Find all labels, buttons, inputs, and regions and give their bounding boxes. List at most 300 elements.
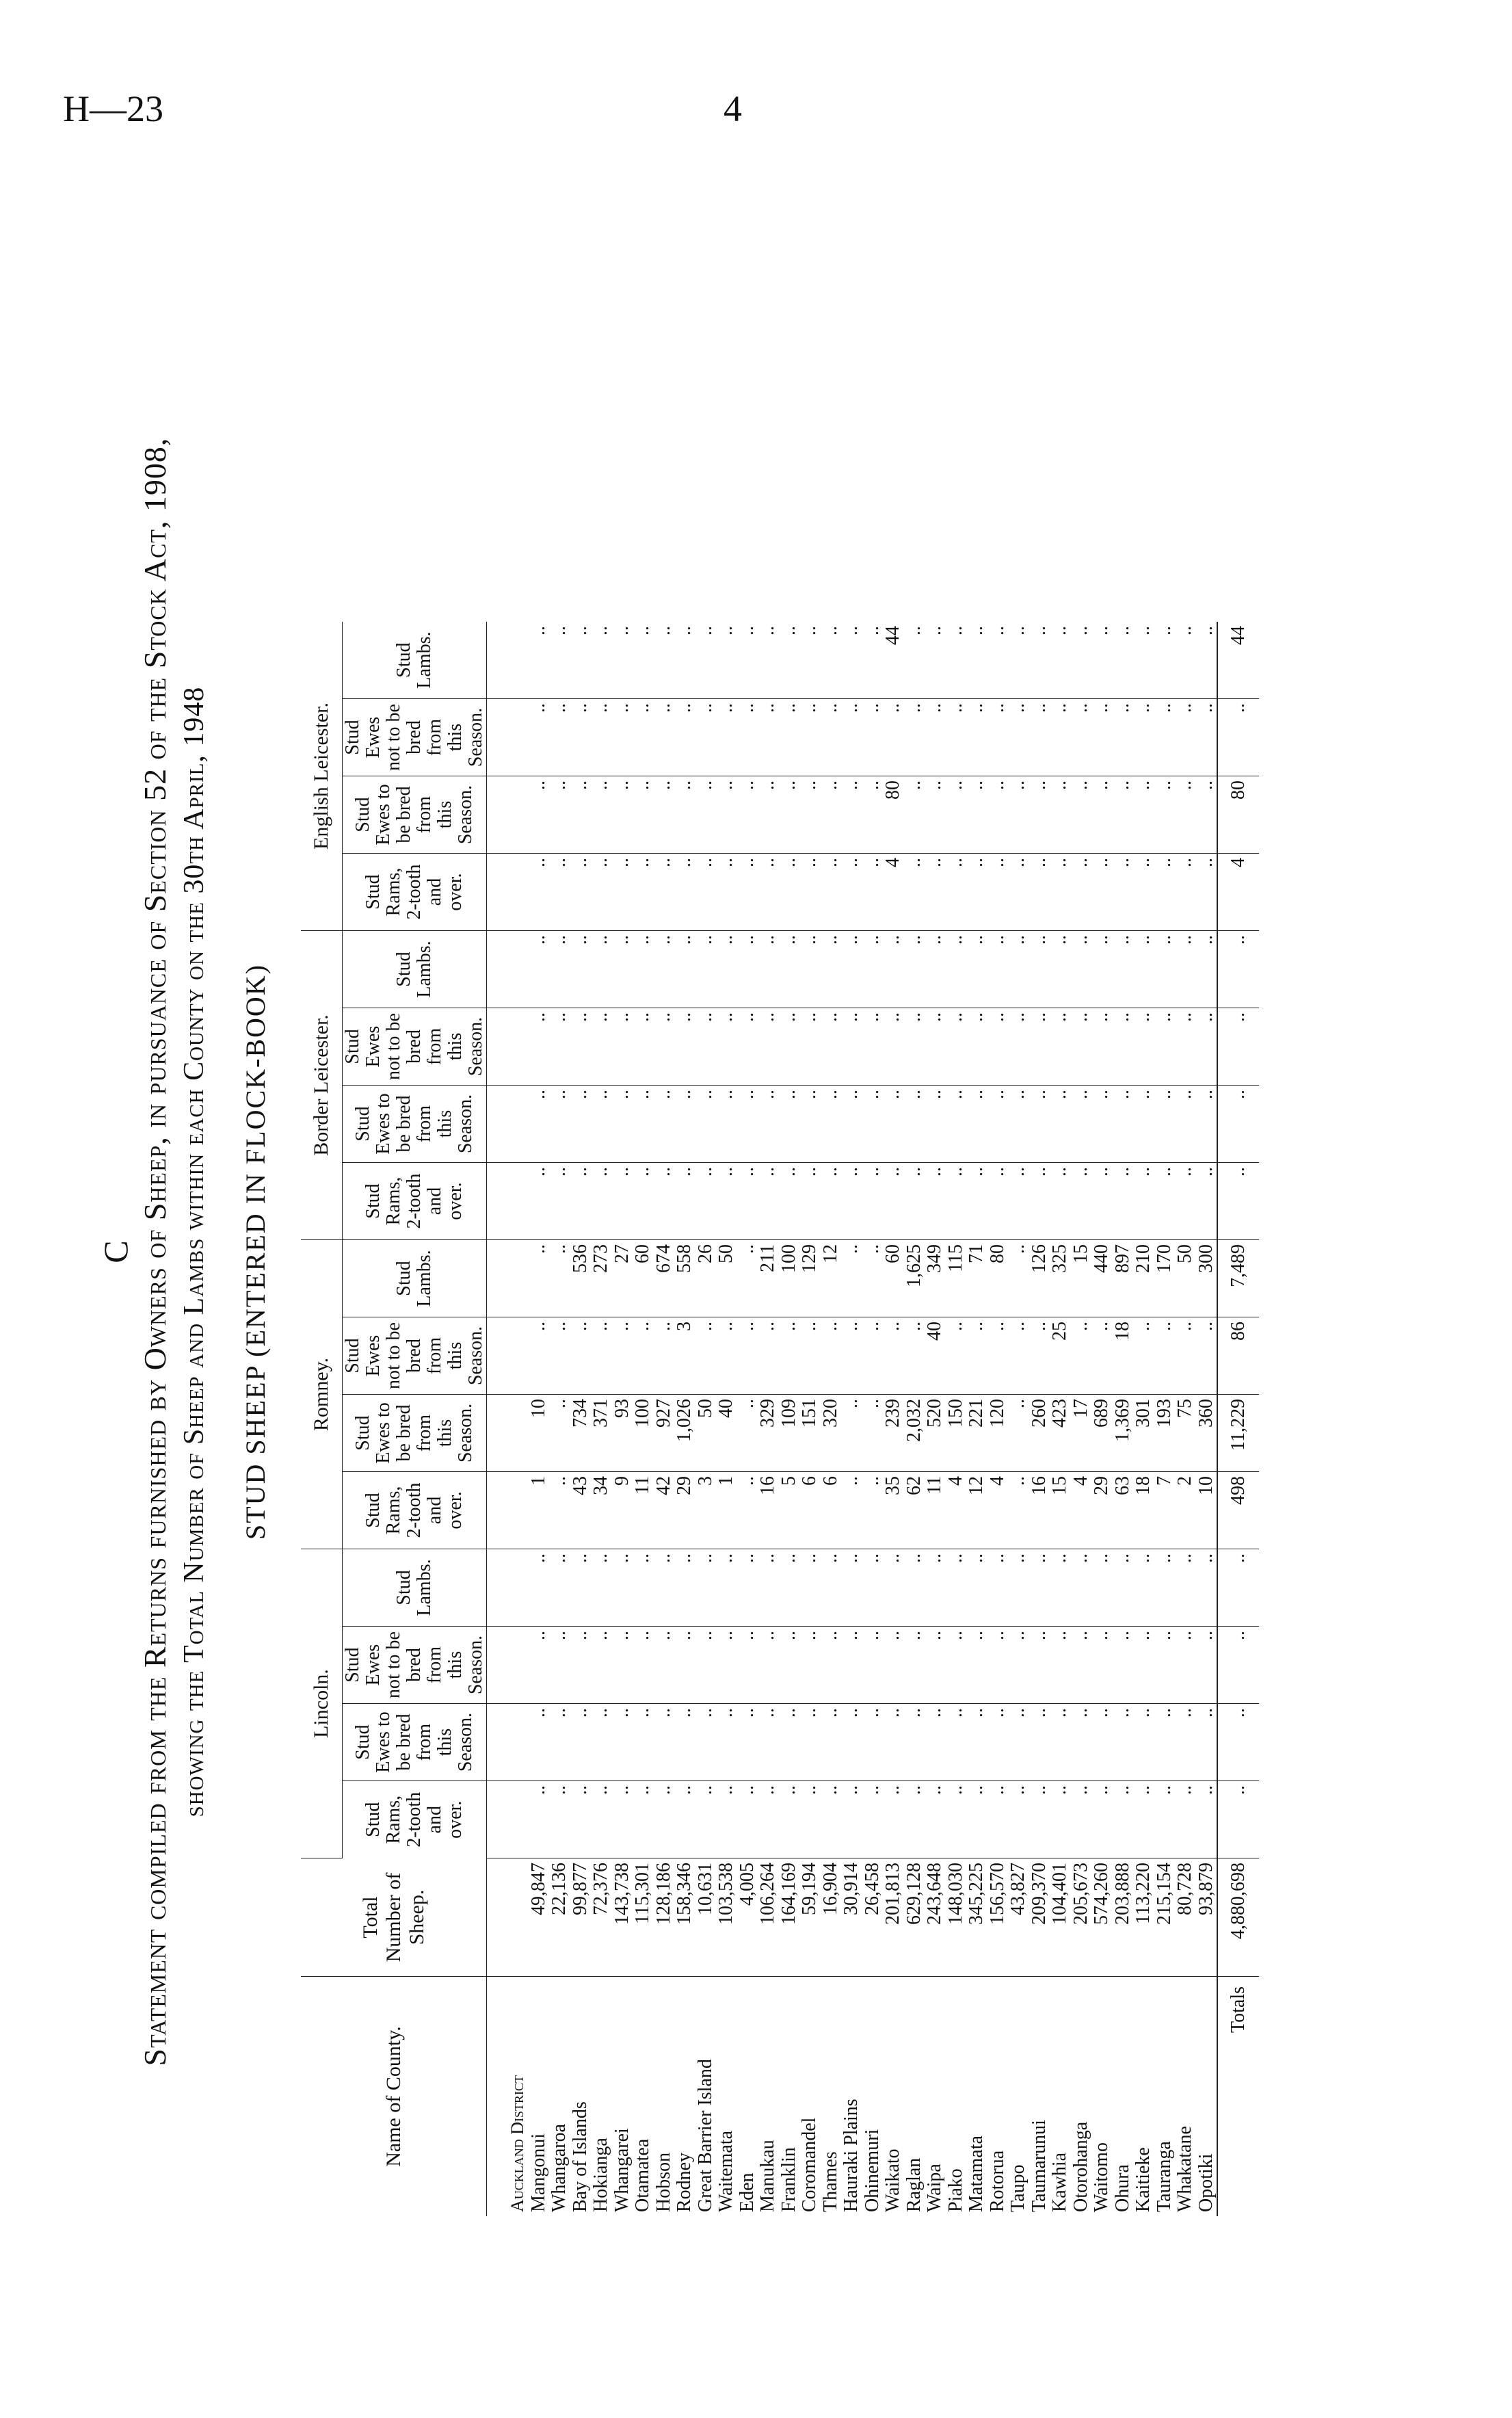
subcol-header: Stud Ewes to be bred from this Season. bbox=[343, 1704, 487, 1781]
value-cell: .. bbox=[904, 1781, 925, 1858]
value-cell: .. bbox=[779, 1163, 800, 1240]
table-row bbox=[1154, 622, 1176, 2216]
value-cell: .. bbox=[1071, 699, 1092, 776]
value-cell: .. bbox=[862, 854, 884, 931]
value-cell: .. bbox=[1196, 1549, 1218, 1627]
subcol-header: Stud Ewes to be bred from this Season. bbox=[343, 1395, 487, 1472]
value-cell: .. bbox=[758, 622, 779, 699]
empty-cell bbox=[487, 931, 529, 1008]
value-cell: .. bbox=[779, 854, 800, 931]
empty-cell bbox=[487, 1086, 529, 1163]
value-cell: 27 bbox=[612, 1240, 633, 1317]
subcol-header: Stud Rams, 2-tooth and over. bbox=[343, 1472, 487, 1549]
page-number: 4 bbox=[724, 88, 742, 129]
value-cell: .. bbox=[549, 1008, 570, 1086]
value-cell: .. bbox=[1154, 1163, 1176, 1240]
value-cell: .. bbox=[570, 622, 592, 699]
value-cell: .. bbox=[612, 931, 633, 1008]
value-cell: 80 bbox=[987, 1240, 1009, 1317]
county-total: 72,376 bbox=[591, 1858, 612, 1977]
value-cell: 221 bbox=[966, 1395, 987, 1472]
value-cell: .. bbox=[841, 1472, 862, 1549]
county-total: 49,847 bbox=[529, 1858, 550, 1977]
value-cell: .. bbox=[737, 1163, 758, 1240]
value-cell: .. bbox=[1175, 854, 1196, 931]
county-name: Waipa bbox=[924, 2164, 945, 2212]
value-cell: 10 bbox=[1196, 1472, 1218, 1549]
county-name: Rodney bbox=[674, 2152, 695, 2212]
value-cell: .. bbox=[570, 854, 592, 931]
county-name: Taupo bbox=[1007, 2164, 1029, 2212]
value-cell: .. bbox=[591, 1704, 612, 1781]
subcol-header: Stud Lambs. bbox=[343, 1240, 487, 1317]
value-cell: 93 bbox=[612, 1395, 633, 1472]
value-cell: .. bbox=[716, 1781, 737, 1858]
county-name: Waikato bbox=[882, 2148, 903, 2212]
value-cell: 301 bbox=[1133, 1395, 1154, 1472]
empty-cell bbox=[487, 776, 529, 854]
value-cell: .. bbox=[737, 1627, 758, 1704]
value-cell: .. bbox=[1196, 622, 1218, 699]
subcol-header: Stud Ewes not to be bred from this Season. bbox=[343, 1317, 487, 1395]
county-total: 345,225 bbox=[966, 1858, 987, 1977]
value-cell: .. bbox=[799, 622, 821, 699]
value-cell: .. bbox=[591, 1781, 612, 1858]
value-cell: 25 bbox=[1050, 1317, 1071, 1395]
value-cell: .. bbox=[799, 854, 821, 931]
table-row bbox=[1071, 622, 1092, 2216]
value-cell: .. bbox=[549, 1549, 570, 1627]
empty-cell bbox=[487, 1858, 529, 1977]
value-cell: .. bbox=[799, 1781, 821, 1858]
county-name: Otamatea bbox=[632, 2138, 653, 2212]
value-cell: 260 bbox=[1029, 1395, 1050, 1472]
value-cell: .. bbox=[841, 699, 862, 776]
value-cell: .. bbox=[841, 622, 862, 699]
value-cell: .. bbox=[862, 1317, 884, 1395]
value-cell: .. bbox=[549, 1395, 570, 1472]
value-cell: .. bbox=[1175, 1163, 1196, 1240]
county-total: 209,370 bbox=[1029, 1858, 1050, 1977]
value-cell: .. bbox=[591, 1008, 612, 1086]
value-cell: .. bbox=[758, 1549, 779, 1627]
value-cell: .. bbox=[695, 1008, 717, 1086]
value-cell: .. bbox=[1008, 1163, 1029, 1240]
value-cell: .. bbox=[1175, 1781, 1196, 1858]
county-name: Ohinemuri bbox=[861, 2129, 883, 2212]
value-cell: .. bbox=[1091, 776, 1113, 854]
value-cell: 320 bbox=[821, 1395, 842, 1472]
value-cell: .. bbox=[674, 854, 695, 931]
totals-cell: .. bbox=[1217, 1704, 1259, 1781]
value-cell: .. bbox=[841, 1086, 862, 1163]
value-cell: 120 bbox=[987, 1395, 1009, 1472]
value-cell: 129 bbox=[799, 1240, 821, 1317]
county-total: 59,194 bbox=[799, 1858, 821, 1977]
value-cell: .. bbox=[737, 776, 758, 854]
county-total: 158,346 bbox=[674, 1858, 695, 1977]
value-cell: .. bbox=[570, 1781, 592, 1858]
value-cell: 360 bbox=[1196, 1395, 1218, 1472]
value-cell: .. bbox=[1091, 931, 1113, 1008]
value-cell: .. bbox=[529, 622, 550, 699]
value-cell: .. bbox=[821, 1008, 842, 1086]
value-cell: 35 bbox=[883, 1472, 904, 1549]
value-cell: .. bbox=[654, 1008, 675, 1086]
value-cell: .. bbox=[883, 1163, 904, 1240]
value-cell: 126 bbox=[1029, 1240, 1050, 1317]
value-cell: .. bbox=[779, 1781, 800, 1858]
subcol-header: Stud Rams, 2-tooth and over. bbox=[343, 1781, 487, 1858]
county-total: 30,914 bbox=[841, 1858, 862, 1977]
value-cell: 4 bbox=[946, 1472, 967, 1549]
value-cell: .. bbox=[1071, 931, 1092, 1008]
value-cell: .. bbox=[1029, 1086, 1050, 1163]
value-cell: .. bbox=[987, 1704, 1009, 1781]
table-row bbox=[1050, 622, 1071, 2216]
county-total: 80,728 bbox=[1175, 1858, 1196, 1977]
county-name: Waitemata bbox=[715, 2130, 737, 2212]
value-cell: .. bbox=[1133, 699, 1154, 776]
value-cell: .. bbox=[1029, 1317, 1050, 1395]
value-cell: 11 bbox=[925, 1472, 946, 1549]
value-cell: .. bbox=[1050, 1086, 1071, 1163]
value-cell: .. bbox=[695, 1627, 717, 1704]
table-row bbox=[883, 622, 904, 2216]
value-cell: .. bbox=[883, 1549, 904, 1627]
value-cell: .. bbox=[862, 1781, 884, 1858]
county-name: Hobson bbox=[652, 2152, 674, 2212]
value-cell: .. bbox=[841, 1163, 862, 1240]
value-cell: .. bbox=[529, 1163, 550, 1240]
value-cell: 34 bbox=[591, 1472, 612, 1549]
value-cell: .. bbox=[1175, 1086, 1196, 1163]
value-cell: .. bbox=[633, 1086, 654, 1163]
value-cell: .. bbox=[654, 1549, 675, 1627]
value-cell: 239 bbox=[883, 1395, 904, 1472]
value-cell: .. bbox=[633, 1704, 654, 1781]
value-cell: .. bbox=[966, 699, 987, 776]
subcol-header: Stud Ewes to be bred from this Season. bbox=[343, 1086, 487, 1163]
table-row bbox=[549, 622, 570, 2216]
totals-cell: 11,229 bbox=[1217, 1395, 1259, 1472]
value-cell: .. bbox=[946, 1086, 967, 1163]
value-cell: .. bbox=[841, 1317, 862, 1395]
value-cell: .. bbox=[674, 699, 695, 776]
value-cell: 170 bbox=[1154, 1240, 1176, 1317]
table-row bbox=[633, 622, 654, 2216]
county-total: 99,877 bbox=[570, 1858, 592, 1977]
county-name: Waitomo bbox=[1091, 2142, 1112, 2212]
value-cell: .. bbox=[925, 1704, 946, 1781]
value-cell: .. bbox=[695, 854, 717, 931]
value-cell: .. bbox=[737, 1472, 758, 1549]
value-cell: .. bbox=[1091, 1627, 1113, 1704]
value-cell: .. bbox=[1029, 1008, 1050, 1086]
value-cell: .. bbox=[716, 931, 737, 1008]
county-name: Otorohanga bbox=[1070, 2121, 1091, 2212]
value-cell: .. bbox=[779, 1008, 800, 1086]
value-cell: .. bbox=[529, 1627, 550, 1704]
value-cell: .. bbox=[549, 622, 570, 699]
value-cell: .. bbox=[758, 931, 779, 1008]
value-cell: .. bbox=[821, 622, 842, 699]
value-cell: .. bbox=[883, 1086, 904, 1163]
value-cell: .. bbox=[925, 699, 946, 776]
value-cell: .. bbox=[549, 699, 570, 776]
value-cell: .. bbox=[529, 854, 550, 931]
value-cell: .. bbox=[549, 1086, 570, 1163]
empty-cell bbox=[487, 1781, 529, 1858]
value-cell: .. bbox=[925, 1549, 946, 1627]
value-cell: .. bbox=[529, 1086, 550, 1163]
value-cell: .. bbox=[695, 776, 717, 854]
value-cell: .. bbox=[529, 1240, 550, 1317]
value-cell: 42 bbox=[654, 1472, 675, 1549]
value-cell: .. bbox=[1008, 699, 1029, 776]
value-cell: .. bbox=[966, 1086, 987, 1163]
value-cell: .. bbox=[1091, 1704, 1113, 1781]
value-cell: .. bbox=[925, 1163, 946, 1240]
value-cell: .. bbox=[1008, 854, 1029, 931]
county-name: Whangaroa bbox=[548, 2123, 570, 2212]
value-cell: .. bbox=[841, 854, 862, 931]
table-row bbox=[1175, 622, 1196, 2216]
table-row bbox=[841, 622, 862, 2216]
value-cell: .. bbox=[779, 1549, 800, 1627]
subcol-header: Stud Lambs. bbox=[343, 1549, 487, 1627]
value-cell: .. bbox=[904, 1086, 925, 1163]
value-cell: .. bbox=[779, 776, 800, 854]
value-cell: .. bbox=[1133, 1549, 1154, 1627]
value-cell: .. bbox=[737, 1781, 758, 1858]
value-cell: .. bbox=[1113, 1781, 1134, 1858]
value-cell: .. bbox=[1091, 854, 1113, 931]
county-name: Hokianga bbox=[590, 2138, 611, 2212]
value-cell: .. bbox=[1071, 854, 1092, 931]
value-cell: 50 bbox=[1175, 1240, 1196, 1317]
table-row bbox=[758, 622, 779, 2216]
value-cell: .. bbox=[633, 622, 654, 699]
table-row bbox=[966, 622, 987, 2216]
value-cell: .. bbox=[821, 776, 842, 854]
value-cell: .. bbox=[612, 1086, 633, 1163]
value-cell: .. bbox=[758, 1781, 779, 1858]
table-row bbox=[695, 622, 717, 2216]
value-cell: .. bbox=[612, 1008, 633, 1086]
value-cell: .. bbox=[674, 776, 695, 854]
value-cell: .. bbox=[946, 622, 967, 699]
value-cell: .. bbox=[799, 1549, 821, 1627]
table-row bbox=[1029, 622, 1050, 2216]
county-total: 148,030 bbox=[946, 1858, 967, 1977]
value-cell: .. bbox=[1029, 854, 1050, 931]
value-cell: .. bbox=[883, 1008, 904, 1086]
value-cell: .. bbox=[1196, 1781, 1218, 1858]
value-cell: .. bbox=[883, 1704, 904, 1781]
value-cell: .. bbox=[737, 1240, 758, 1317]
value-cell: .. bbox=[612, 1549, 633, 1627]
title-line-3: STUD SHEEP (ENTERED IN FLOCK-BOOK) bbox=[240, 963, 271, 1540]
county-total: 22,136 bbox=[549, 1858, 570, 1977]
totals-cell: 4 bbox=[1217, 854, 1259, 931]
county-total: 201,813 bbox=[883, 1858, 904, 1977]
value-cell: .. bbox=[1133, 622, 1154, 699]
county-name: Eden bbox=[736, 2172, 758, 2212]
totals-cell: 7,489 bbox=[1217, 1240, 1259, 1317]
value-cell: .. bbox=[966, 1549, 987, 1627]
value-cell: .. bbox=[758, 1086, 779, 1163]
value-cell: .. bbox=[716, 1008, 737, 1086]
breed-english-leicester: English Leicester. bbox=[301, 622, 343, 931]
totals-cell: .. bbox=[1217, 1008, 1259, 1086]
value-cell: 29 bbox=[1091, 1472, 1113, 1549]
value-cell: .. bbox=[1196, 1008, 1218, 1086]
value-cell: .. bbox=[799, 776, 821, 854]
value-cell: .. bbox=[654, 622, 675, 699]
value-cell: .. bbox=[1008, 1317, 1029, 1395]
value-cell: .. bbox=[1154, 854, 1176, 931]
value-cell: .. bbox=[1196, 854, 1218, 931]
value-cell: .. bbox=[1133, 776, 1154, 854]
value-cell: .. bbox=[591, 1549, 612, 1627]
value-cell: 10 bbox=[529, 1395, 550, 1472]
county-name: Manukau bbox=[757, 2140, 778, 2212]
value-cell: .. bbox=[529, 1008, 550, 1086]
value-cell: .. bbox=[1008, 776, 1029, 854]
value-cell: .. bbox=[1071, 1163, 1092, 1240]
value-cell: 29 bbox=[674, 1472, 695, 1549]
value-cell: .. bbox=[946, 1627, 967, 1704]
value-cell: .. bbox=[987, 1163, 1009, 1240]
value-cell: .. bbox=[925, 1781, 946, 1858]
value-cell: .. bbox=[1050, 1163, 1071, 1240]
county-name: Matamata bbox=[966, 2136, 987, 2212]
value-cell: .. bbox=[758, 854, 779, 931]
value-cell: .. bbox=[674, 931, 695, 1008]
value-cell: .. bbox=[570, 1163, 592, 1240]
value-cell: .. bbox=[1113, 1163, 1134, 1240]
value-cell: .. bbox=[779, 1317, 800, 1395]
value-cell: .. bbox=[612, 1317, 633, 1395]
value-cell: .. bbox=[925, 622, 946, 699]
value-cell: .. bbox=[1113, 854, 1134, 931]
value-cell: .. bbox=[1113, 1549, 1134, 1627]
value-cell: .. bbox=[799, 699, 821, 776]
value-cell: 211 bbox=[758, 1240, 779, 1317]
value-cell: .. bbox=[549, 1627, 570, 1704]
value-cell: .. bbox=[737, 931, 758, 1008]
value-cell: .. bbox=[779, 699, 800, 776]
totals-total: 4,880,698 bbox=[1217, 1858, 1259, 1977]
value-cell: .. bbox=[946, 854, 967, 931]
value-cell: .. bbox=[862, 1472, 884, 1549]
value-cell: .. bbox=[987, 1317, 1009, 1395]
value-cell: .. bbox=[1008, 1086, 1029, 1163]
rotated-content bbox=[96, 226, 1395, 2278]
value-cell: .. bbox=[966, 931, 987, 1008]
value-cell: .. bbox=[904, 1704, 925, 1781]
value-cell: .. bbox=[1196, 699, 1218, 776]
value-cell: .. bbox=[737, 1395, 758, 1472]
value-cell: .. bbox=[966, 1781, 987, 1858]
value-cell: .. bbox=[862, 1549, 884, 1627]
value-cell: 1 bbox=[529, 1472, 550, 1549]
value-cell: .. bbox=[570, 1008, 592, 1086]
empty-cell bbox=[487, 1163, 529, 1240]
value-cell: .. bbox=[1071, 1627, 1092, 1704]
district-name: Auckland District bbox=[507, 2075, 527, 2212]
value-cell: .. bbox=[904, 1008, 925, 1086]
table-row bbox=[821, 622, 842, 2216]
value-cell: .. bbox=[633, 1781, 654, 1858]
value-cell: .. bbox=[549, 1472, 570, 1549]
value-cell: .. bbox=[841, 1008, 862, 1086]
value-cell: .. bbox=[654, 1781, 675, 1858]
value-cell: .. bbox=[654, 931, 675, 1008]
value-cell: .. bbox=[1029, 1704, 1050, 1781]
value-cell: .. bbox=[633, 1549, 654, 1627]
value-cell: .. bbox=[758, 1317, 779, 1395]
value-cell: .. bbox=[841, 1395, 862, 1472]
value-cell: 3 bbox=[674, 1317, 695, 1395]
value-cell: .. bbox=[904, 699, 925, 776]
empty-cell bbox=[487, 854, 529, 931]
value-cell: .. bbox=[1133, 1627, 1154, 1704]
value-cell: .. bbox=[549, 1317, 570, 1395]
value-cell: .. bbox=[1071, 1086, 1092, 1163]
value-cell: 100 bbox=[633, 1395, 654, 1472]
value-cell: 440 bbox=[1091, 1240, 1113, 1317]
value-cell: .. bbox=[1154, 776, 1176, 854]
table-row bbox=[904, 622, 925, 2216]
value-cell: .. bbox=[799, 1008, 821, 1086]
value-cell: .. bbox=[925, 854, 946, 931]
value-cell: .. bbox=[570, 1086, 592, 1163]
value-cell: .. bbox=[1113, 931, 1134, 1008]
value-cell: .. bbox=[1050, 1549, 1071, 1627]
value-cell: .. bbox=[570, 1627, 592, 1704]
value-cell: .. bbox=[529, 699, 550, 776]
value-cell: .. bbox=[987, 854, 1009, 931]
empty-cell bbox=[487, 1395, 529, 1472]
value-cell: .. bbox=[695, 931, 717, 1008]
value-cell: .. bbox=[966, 854, 987, 931]
county-name: Franklin bbox=[778, 2147, 799, 2212]
table-row bbox=[1196, 622, 1218, 2216]
value-cell: 50 bbox=[716, 1240, 737, 1317]
value-cell: .. bbox=[987, 1781, 1009, 1858]
value-cell: .. bbox=[612, 699, 633, 776]
value-cell: .. bbox=[674, 1163, 695, 1240]
county-name: Coromandel bbox=[799, 2117, 820, 2212]
value-cell: .. bbox=[549, 1163, 570, 1240]
value-cell: .. bbox=[716, 622, 737, 699]
value-cell: .. bbox=[674, 1549, 695, 1627]
value-cell: 4 bbox=[1071, 1472, 1092, 1549]
county-total: 43,827 bbox=[1008, 1858, 1029, 1977]
table-row bbox=[799, 622, 821, 2216]
value-cell: .. bbox=[987, 931, 1009, 1008]
value-cell: .. bbox=[529, 931, 550, 1008]
value-cell: .. bbox=[862, 1627, 884, 1704]
value-cell: .. bbox=[904, 931, 925, 1008]
value-cell: .. bbox=[1113, 699, 1134, 776]
value-cell: .. bbox=[529, 1781, 550, 1858]
value-cell: .. bbox=[1008, 1704, 1029, 1781]
value-cell: .. bbox=[862, 1704, 884, 1781]
value-cell: .. bbox=[987, 622, 1009, 699]
